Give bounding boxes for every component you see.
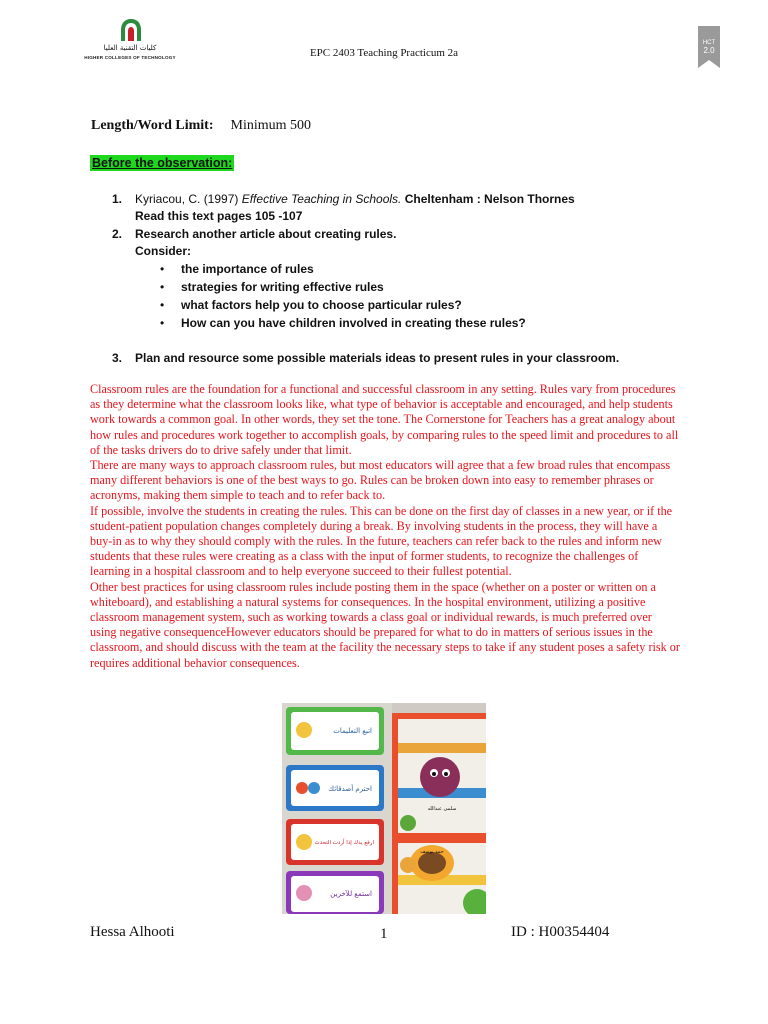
bullet-icon: • [160, 316, 165, 330]
bullet-icon: • [160, 280, 165, 294]
task-text: Plan and resource some possible materials ideas to present rules in your classroom. [135, 351, 620, 365]
footer-student-name: Hessa Alhooti [90, 924, 175, 940]
essay-paragraph: There are many ways to approach classroom rules, but most educators will agree that a few broad rules that encompass many different behaviors is one of the best ways to go. Rules can be broken down into easy to remember phrases or acronyms, making them simple to teach and to refer back to. [90, 458, 671, 503]
length-label: Length/Word Limit: [91, 118, 214, 133]
task-number: 3. [112, 351, 123, 365]
bullet-icon: • [160, 298, 165, 312]
badge-line-2: 2.0 [703, 46, 715, 55]
citation-title: Effective Teaching in Schools. [241, 192, 402, 206]
task-number: 1. [112, 192, 123, 206]
task-number: 2. [112, 227, 123, 241]
badge-line-1: HCT [702, 40, 716, 46]
rule-card-follow-instructions: اتبع التعليمات [333, 727, 372, 735]
list-item: what factors help you to choose particular rules? [181, 298, 462, 312]
task-text [135, 192, 575, 206]
classroom-rules-photo [282, 703, 486, 914]
bookmark-badge-label [698, 40, 720, 54]
essay-paragraph: Classroom rules are the foundation for a functional and successful classroom in any setting. Rules vary from procedures as they determine what the classroom looks like, what type of behavior is acceptable and encouraged, and help students work towards a common goal. In other words, they set the tone. The Cornerstone for Teachers has a great analogy about how rules and procedures work together to accomplish goals, by comparing rules to the speed limit and procedures to all of the tasks drivers do to drive safely under that limit. [90, 382, 679, 457]
length-word-limit [91, 118, 311, 134]
task-subtext: Read this text pages 105 -107 [135, 209, 303, 223]
length-value: Minimum 500 [230, 118, 312, 133]
essay-paragraph: If possible, involve the students in creating the rules. This can be done on the first day of classes in a new year, or if the student-patient population changes completely during a break. By involving students in the process, they will have a buy-in as to why they should comply with the rules. In the future, teachers can refer back to the rules and inform new students that these rules were creating as a class with the input of former students, to recognize the challenges of learning in a hospital classroom and to help everyone succeed to their fullest potential. [90, 503, 673, 579]
list-item: How can you have children involved in creating these rules? [181, 316, 526, 330]
hct-emblem-icon [118, 18, 144, 42]
rule-card-raise-hand: ارفع يدك إذا أردت التحدث [314, 840, 374, 846]
task-text: Research another article about creating rules. [135, 227, 397, 241]
rule-card-listen: استمع للآخرين [330, 890, 372, 898]
list-item: the importance of rules [181, 262, 314, 276]
citation-publisher: Cheltenham : Nelson Thornes [401, 192, 575, 206]
page-header-title: EPC 2403 Teaching Practicum 2a [309, 47, 459, 59]
footer-student-id: ID : H00354404 [511, 924, 610, 940]
rule-card-respect-friends: احترم أصدقائك [328, 785, 372, 793]
bullet-icon: • [160, 262, 165, 276]
list-item: strategies for writing effective rules [181, 280, 384, 294]
citation-author: Kyriacou, C. (1997) [135, 192, 242, 206]
pocket-chart-label: حمد يوسف [420, 849, 444, 855]
logo-english-text: HIGHER COLLEGES OF TECHNOLOGY [84, 55, 176, 60]
footer-page-number: 1 [380, 926, 388, 942]
essay-body [90, 382, 680, 671]
logo-arabic-text: كليات التقنية العليا [103, 44, 157, 52]
before-observation-heading: Before the observation: [92, 156, 233, 170]
essay-paragraph: Other best practices for using classroom rules include posting them in the space (whether on a poster or written on a whiteboard), and establishing a natural systems for consequences. In the hospital environment, utilizing a positive classroom management system, such as working towards a class goal or individual rewards, is much preferred over using negative consequenceHowever educators should be prepared for what to do in matters of serious issues in the classroom, and should discuss with the team at the facility the necessary steps to take if any student poses a safety risk or requires additional behavior consequences. [90, 579, 680, 670]
classroom-rules-illustration [282, 703, 486, 914]
pocket-chart-label: سلمى عبدالله [427, 806, 457, 812]
task-subtext: Consider: [135, 244, 192, 258]
